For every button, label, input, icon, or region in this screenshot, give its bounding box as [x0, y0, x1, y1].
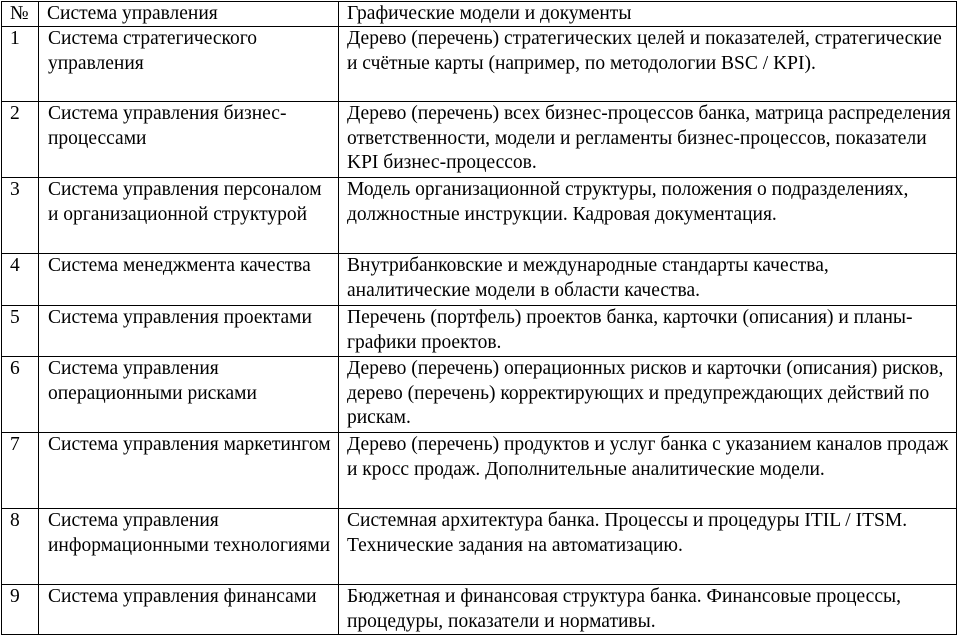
- row-system: Система менеджмента качества: [39, 254, 339, 306]
- row-number: 9: [2, 585, 39, 635]
- table-row: [2, 585, 957, 635]
- row-number: 3: [2, 178, 39, 254]
- table-row: [2, 306, 957, 357]
- row-documents: Дерево (перечень) всех бизнес-процессов банка, матрица распределения ответственности, модели и регламенты бизнес-процессов, показатели KPI бизнес-процессов.: [339, 102, 957, 178]
- row-number: 6: [2, 357, 39, 433]
- table-header: [2, 2, 957, 27]
- row-documents: Бюджетная и финансовая структура банка. Финансовые процессы, процедуры, показатели и нормативы.: [339, 585, 957, 635]
- row-number: 7: [2, 433, 39, 509]
- row-documents: Модель организационной структуры, положения о подразделениях, должностные инструкции. Кадровая документация.: [339, 178, 957, 254]
- table-row: [2, 27, 957, 102]
- table-row: [2, 178, 957, 254]
- table-row: [2, 254, 957, 306]
- row-system: Система управления проектами: [39, 306, 339, 357]
- table-row: [2, 357, 957, 433]
- row-documents: Дерево (перечень) продуктов и услуг банка с указанием каналов продаж и кросс продаж. Дополнительные аналитические модели.: [339, 433, 957, 509]
- table-row: [2, 102, 957, 178]
- table-body: [2, 27, 957, 635]
- row-number: 4: [2, 254, 39, 306]
- table-row: [2, 509, 957, 585]
- table-row: [2, 433, 957, 509]
- row-system: Система стратегического управления: [39, 27, 339, 102]
- systems-table: [1, 1, 957, 635]
- header-system: Система управления: [39, 2, 339, 27]
- header-documents: Графические модели и документы: [339, 2, 957, 27]
- header-number: №: [2, 2, 39, 27]
- row-documents: Внутрибанковские и международные стандарты качества, аналитические модели в области качества.: [339, 254, 957, 306]
- header-row: [2, 2, 957, 27]
- row-documents: Системная архитектура банка. Процессы и процедуры ITIL / ITSM. Технические задания на автоматизацию.: [339, 509, 957, 585]
- row-number: 8: [2, 509, 39, 585]
- row-documents: Дерево (перечень) стратегических целей и показателей, стратегические и счётные карты (например, по методологии BSC / KPI).: [339, 27, 957, 102]
- row-system: Система управления информационными технологиями: [39, 509, 339, 585]
- row-documents: Перечень (портфель) проектов банка, карточки (описания) и планы-графики проектов.: [339, 306, 957, 357]
- row-system: Система управления бизнес-процессами: [39, 102, 339, 178]
- row-documents: Дерево (перечень) операционных рисков и карточки (описания) рисков, дерево (перечень) корректирующих и предупреждающих действий по рискам.: [339, 357, 957, 433]
- row-system: Система управления операционными рисками: [39, 357, 339, 433]
- row-system: Система управления персоналом и организационной структурой: [39, 178, 339, 254]
- row-number: 5: [2, 306, 39, 357]
- row-system: Система управления маркетингом: [39, 433, 339, 509]
- row-number: 1: [2, 27, 39, 102]
- row-number: 2: [2, 102, 39, 178]
- row-system: Система управления финансами: [39, 585, 339, 635]
